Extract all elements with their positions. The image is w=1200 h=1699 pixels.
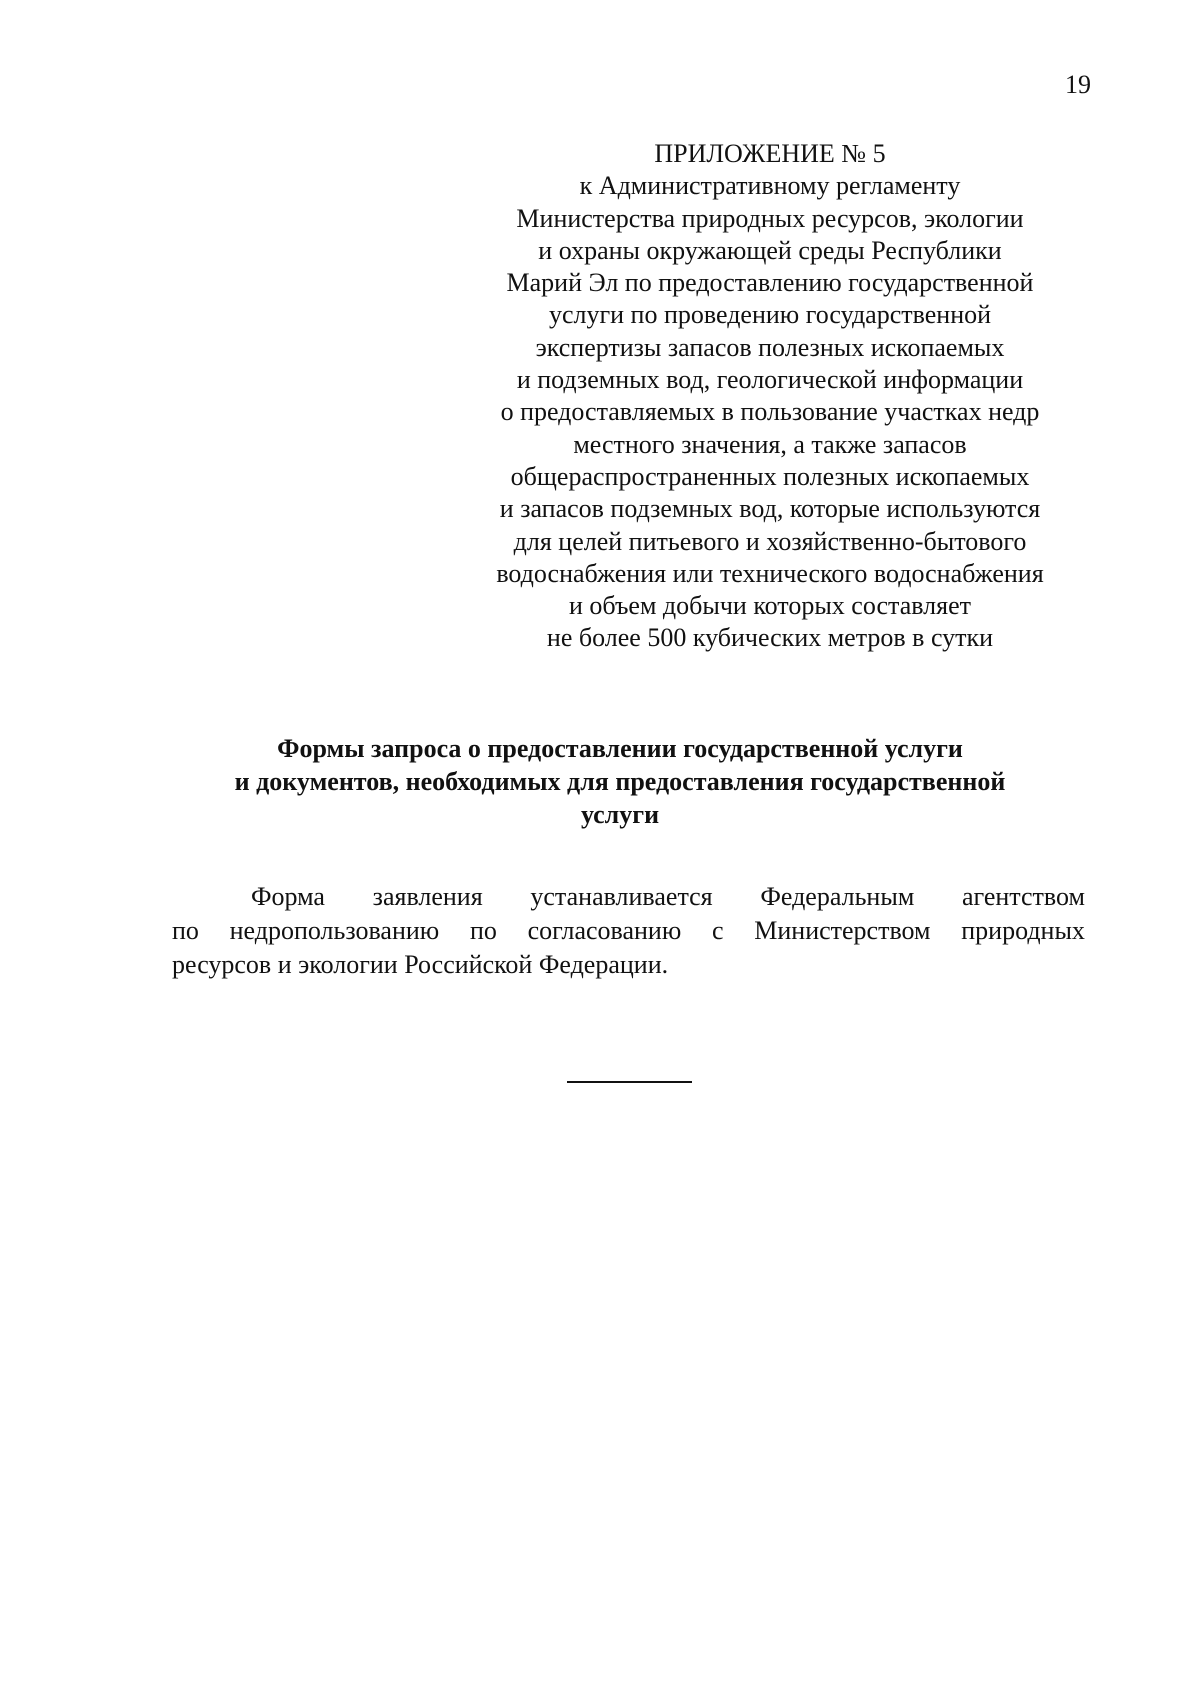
appendix-line: общераспространенных полезных ископаемых (510, 461, 1030, 491)
appendix-line: к Административному регламенту (579, 171, 961, 201)
appendix-line: и объем добычи которых составляет (568, 591, 972, 621)
word: природных (961, 916, 1085, 945)
section-title-line: и документов, необходимых для предоставления государственной (234, 767, 1006, 796)
appendix-line: Марий Эл по предоставлению государственной (506, 268, 1034, 298)
appendix-line: услуги по проведению государственной (548, 300, 992, 330)
appendix-header (470, 138, 1070, 655)
section-title-line: услуги (580, 800, 660, 829)
word: по (172, 916, 199, 945)
appendix-line: водоснабжения или технического водоснабжения (496, 558, 1044, 588)
word: Федеральным (760, 882, 915, 911)
paragraph-line (172, 880, 1085, 914)
appendix-line: ПРИЛОЖЕНИЕ № 5 (654, 139, 886, 168)
page-number: 19 (1065, 70, 1091, 99)
paragraph-line (172, 914, 1085, 948)
word: Форма (251, 882, 325, 911)
appendix-line: и охраны окружающей среды Республики (538, 235, 1002, 265)
word: по (469, 916, 497, 945)
word: заявления (372, 882, 483, 911)
end-divider (567, 1081, 692, 1083)
appendix-line: и запасов подземных вод, которые используются (499, 494, 1041, 524)
appendix-line: и подземных вод, геологической информации (516, 365, 1024, 395)
section-title-line: Формы запроса о предоставлении государственной услуги (277, 734, 963, 763)
word: недропользованию (229, 916, 440, 945)
word: согласованию (527, 916, 682, 945)
appendix-line: о предоставляемых в пользование участках недр (500, 397, 1040, 427)
word: Министерством (754, 916, 931, 945)
appendix-line: для целей питьевого и хозяйственно-бытового (513, 526, 1027, 556)
word: устанавливается (530, 882, 713, 911)
appendix-line: местного значения, а также запасов (573, 429, 967, 459)
appendix-line: не более 500 кубических метров в сутки (546, 623, 994, 653)
section-title (160, 732, 1080, 831)
appendix-line: экспертизы запасов полезных ископаемых (535, 332, 1005, 362)
body-paragraph (172, 880, 1085, 982)
appendix-line: Министерства природных ресурсов, экологии (516, 203, 1024, 233)
paragraph-line: ресурсов и экологии Российской Федерации. (172, 950, 669, 979)
word: агентством (961, 882, 1085, 911)
word: с (711, 916, 724, 945)
